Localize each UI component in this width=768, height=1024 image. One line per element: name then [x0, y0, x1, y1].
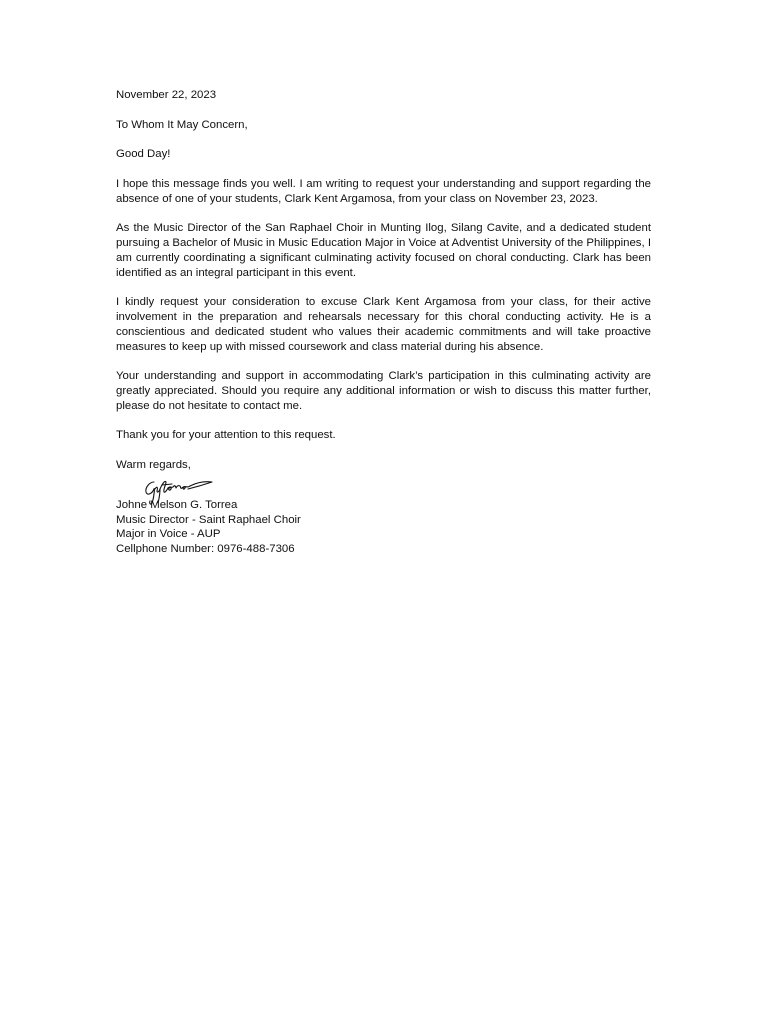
letter-paragraph-5: Thank you for your attention to this request. — [116, 429, 336, 442]
sender-major: Major in Voice - AUP — [116, 528, 221, 541]
sender-phone: Cellphone Number: 0976-488-7306 — [116, 543, 295, 556]
letter-paragraph-2: As the Music Director of the San Raphael Choir in Munting Ilog, Silang Cavite, and a dedicated student pursuing a Bachelor of Music in Music Education Major in Voice at Adventist University of the Philippines, I am currently coordinating a significant culminating activity focused on choral conducting. Clark has been identified as an integral participant in this event. — [116, 222, 651, 279]
sender-name: Johne Melson G. Torrea — [116, 498, 238, 511]
letter-paragraph-1: I hope this message finds you well. I am writing to request your understanding and support regarding the absence of one of your students, Clark Kent Argamosa, from your class on November 23, 2023. — [116, 177, 651, 205]
letter-paragraph-4: Your understanding and support in accommodating Clark’s participation in this culminating activity are greatly appreciated. Should you require any additional information or wish to discuss this matter further, please do not hesitate to contact me. — [116, 370, 651, 412]
letter-date: November 22, 2023 — [116, 89, 217, 101]
sender-title: Music Director - Saint Raphael Choir — [116, 513, 301, 526]
letter-salutation: To Whom It May Concern, — [116, 118, 248, 131]
sender-block — [116, 498, 651, 557]
letter-paragraph-3: I kindly request your consideration to excuse Clark Kent Argamosa from your class, for their active involvement in the preparation and rehearsals necessary for this choral conducting activity. He is a conscientious and dedicated student who values their academic commitments and will take proactive measures to keep up with missed coursework and class material during his absence. — [116, 296, 651, 353]
letter-closing: Warm regards, — [116, 458, 191, 471]
letter-page — [116, 88, 651, 557]
letter-greeting: Good Day! — [116, 148, 171, 161]
